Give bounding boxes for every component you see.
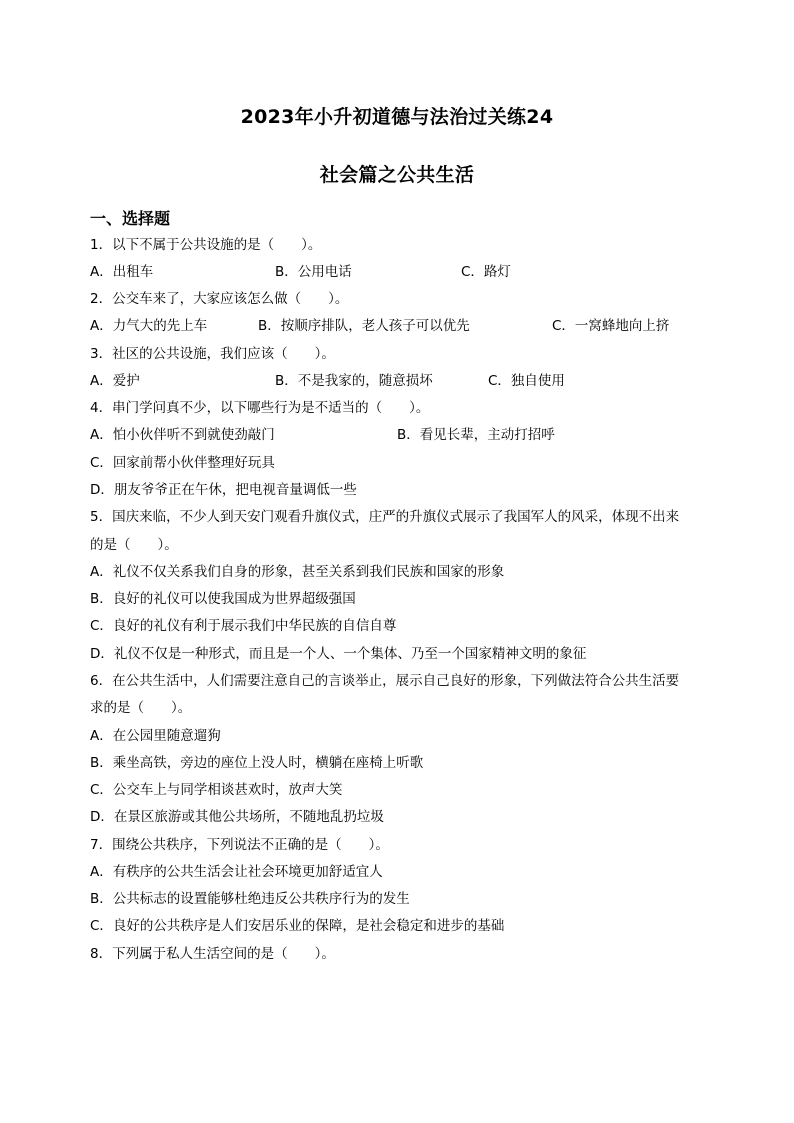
option-b: B．公共标志的设置能够杜绝违反公共秩序行为的发生 (90, 891, 410, 907)
document-subtitle: 社会篇之公共生活 (319, 164, 475, 186)
option-c: C．一窝蜂地向上挤 (552, 318, 670, 334)
question-6-stem: 6．在公共生活中，人们需要注意自己的言谈举止，展示自己良好的形象，下列做法符合公共生活要 (90, 673, 680, 689)
option-b: B．乘坐高铁，旁边的座位上没人时，横躺在座椅上听歌 (90, 755, 424, 771)
question-5-stem: 5．国庆来临，不少人到天安门观看升旗仪式，庄严的升旗仪式展示了我国军人的风采，体现不出来 (90, 509, 680, 525)
option-c: C．回家前帮小伙伴整理好玩具 (90, 455, 275, 471)
section-heading: 一、选择题 (90, 209, 171, 228)
question-6-stem-cont: 求的是（ ）。 (90, 700, 192, 716)
option-a: A．有秩序的公共生活会让社会环境更加舒适宜人 (90, 864, 383, 880)
option-a: A．在公园里随意遛狗 (90, 728, 221, 744)
option-c: C．路灯 (461, 264, 511, 280)
option-b: B．公用电话 (275, 264, 352, 280)
option-c: C．独自使用 (488, 373, 565, 389)
option-a: A．力气大的先上车 (90, 318, 208, 334)
option-a: A．怕小伙伴听不到就使劲敲门 (90, 427, 275, 443)
option-d: D．在景区旅游或其他公共场所，不随地乱扔垃圾 (90, 809, 384, 825)
question-3-stem: 3．社区的公共设施，我们应该（ ）。 (90, 346, 335, 362)
document-title: 2023年小升初道德与法治过关练24 (240, 106, 554, 128)
question-1-stem: 1．以下不属于公共设施的是（ ）。 (90, 237, 322, 253)
option-b: B．按顺序排队，老人孩子可以优先 (258, 318, 470, 334)
option-b: B．不是我家的，随意损坏 (275, 373, 433, 389)
question-7-stem: 7．围绕公共秩序，下列说法不正确的是（ ）。 (90, 837, 389, 853)
option-b: B．良好的礼仪可以使我国成为世界超级强国 (90, 591, 356, 607)
option-a: A．礼仪不仅关系我们自身的形象，甚至关系到我们民族和国家的形象 (90, 564, 505, 580)
option-c: C．良好的公共秩序是人们安居乐业的保障，是社会稳定和进步的基础 (90, 918, 505, 934)
option-a: A．出租车 (90, 264, 154, 280)
option-d: D．朋友爷爷正在午休，把电视音量调低一些 (90, 482, 357, 498)
option-a: A．爱护 (90, 373, 140, 389)
question-5-stem-cont: 的是（ ）。 (90, 537, 178, 553)
option-c: C．公交车上与同学相谈甚欢时，放声大笑 (90, 782, 343, 798)
option-d: D．礼仪不仅是一种形式，而且是一个人、一个集体、乃至一个国家精神文明的象征 (90, 646, 587, 662)
option-b: B．看见长辈，主动打招呼 (397, 427, 555, 443)
question-2-stem: 2．公交车来了，大家应该怎么做（ ）。 (90, 291, 349, 307)
question-8-stem: 8．下列属于私人生活空间的是（ ）。 (90, 946, 335, 962)
option-c: C．良好的礼仪有利于展示我们中华民族的自信自尊 (90, 618, 397, 634)
question-4-stem: 4．串门学问真不少，以下哪些行为是不适当的（ ）。 (90, 400, 430, 416)
